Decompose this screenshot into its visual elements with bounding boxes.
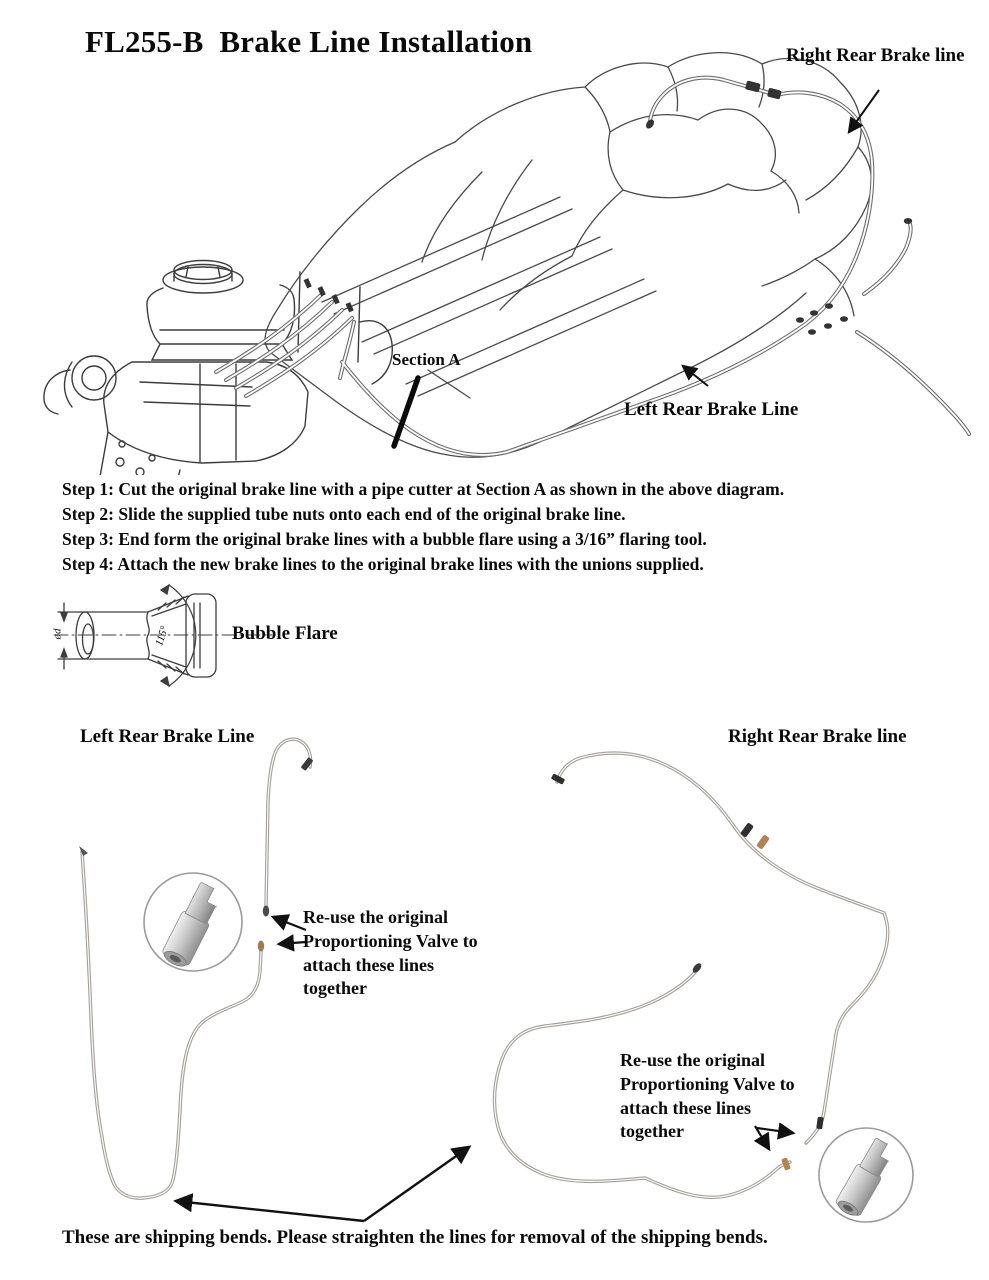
new-brake-lines-diagram <box>0 735 989 1240</box>
brake-lines <box>216 78 969 455</box>
page-title: FL255-B Brake Line Installation <box>85 24 533 59</box>
flare-angle-annotation: 115° <box>153 624 171 648</box>
master-cylinder <box>44 261 392 476</box>
left-rear-brake-line-label-bottom: Left Rear Brake Line <box>80 726 255 747</box>
union-inset-left <box>144 873 242 971</box>
right-rear-brake-line-label-top: Right Rear Brake line <box>786 45 965 66</box>
step-1: Step 1: Cut the original brake line with a pipe cutter at Section A as shown in the above diagram. <box>62 479 785 499</box>
reuse-note-arrows-left <box>273 917 306 944</box>
step-4: Step 4: Attach the new brake lines to the original brake lines with the unions supplied. <box>62 553 704 574</box>
line-fittings <box>304 80 913 334</box>
reuse-proportioning-valve-note-right: Re-use the original Proportioning Valve to attach these lines together <box>620 1050 795 1142</box>
right-rear-brake-line-label-bottom: Right Rear Brake line <box>728 726 907 747</box>
underbody-diagram <box>0 30 989 475</box>
step-2: Step 2: Slide the supplied tube nuts onto each end of the original brake line. <box>62 503 626 524</box>
union-inset-right <box>819 1128 913 1222</box>
installation-steps <box>62 477 784 576</box>
step-3: Step 3: End form the original brake lines with a bubble flare using a 3/16” flaring tool. <box>62 528 707 549</box>
section-a-label: Section A <box>392 350 461 369</box>
right-rear-arrow <box>849 90 879 132</box>
reuse-proportioning-valve-note-left: Re-use the original Proportioning Valve to attach these lines together <box>303 907 478 999</box>
flare-diameter-annotation: ød <box>51 628 64 640</box>
section-a-cut-mark <box>394 378 418 446</box>
shipping-bends-note: These are shipping bends. Please straighten the lines for removal of the shipping bends. <box>62 1227 768 1248</box>
car-floorpan-outline <box>265 53 872 458</box>
shipping-bend-arrows <box>176 1147 469 1221</box>
left-rear-brake-line-label-top: Left Rear Brake Line <box>624 399 799 420</box>
bubble-flare-label: Bubble Flare <box>232 623 338 644</box>
